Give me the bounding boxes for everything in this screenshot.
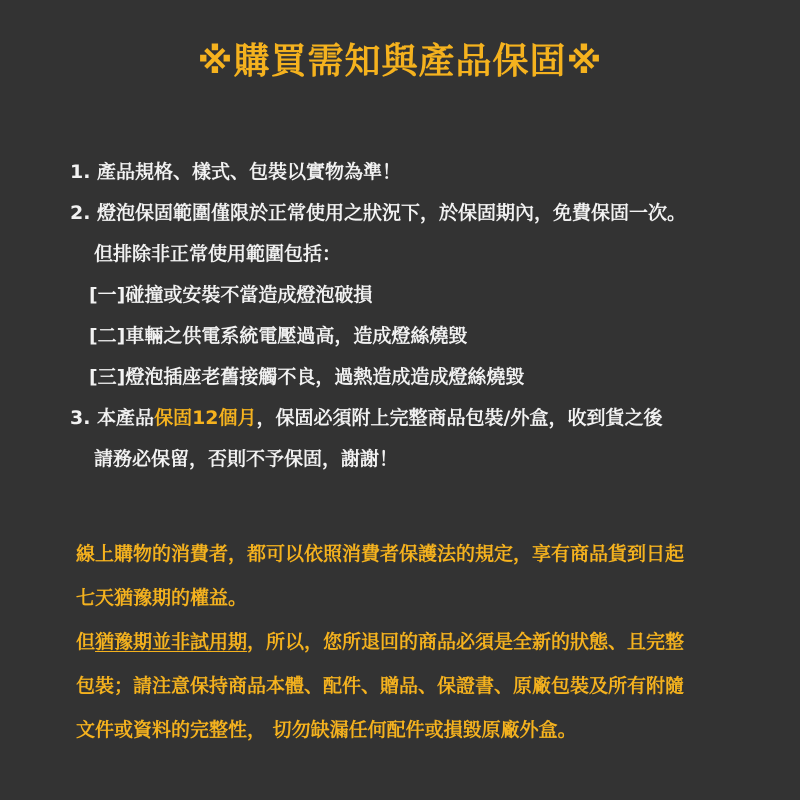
notice-line-1: 線上購物的消費者，都可以依照消費者保護法的規定，享有商品貨到日起 <box>76 543 685 565</box>
rule-item-2: 2. 燈泡保固範圍僅限於正常使用之狀況下，於保固期內，免費保固一次。 <box>70 202 687 224</box>
notice-line-3-suffix: ，所以，您所退回的商品必須是全新的狀態、且完整 <box>247 631 685 653</box>
rule-item-2-subheading: 但排除非正常使用範圍包括： <box>94 243 342 265</box>
notice-line-4: 包裝；請注意保持商品本體、配件、贈品、保證書、原廠包裝及所有附隨 <box>76 675 685 697</box>
warranty-period-highlight: 保固12個月 <box>154 407 257 429</box>
notice-line-3 <box>76 620 776 664</box>
notice-line-3-prefix: 但 <box>76 631 96 653</box>
rule-item-1: 1. 產品規格、樣式、包裝以實物為準！ <box>70 161 402 183</box>
warranty-rules <box>70 152 770 480</box>
notice-line-5: 文件或資料的完整性， 切勿缺漏任何配件或損毀原廠外盒。 <box>76 719 577 741</box>
rule-item-3-prefix: 3. 本產品 <box>70 407 155 429</box>
exclusion-item-2: [二]車輛之供電系統電壓過高，造成燈絲燒毀 <box>89 325 468 347</box>
exclusion-item-1: [一]碰撞或安裝不當造成燈泡破損 <box>89 284 373 306</box>
exclusion-item-3: [三]燈泡插座老舊接觸不良，過熱造成造成燈絲燒毀 <box>89 366 525 388</box>
notice-underlined-phrase: 猶豫期並非試用期 <box>95 631 248 653</box>
page-title: ※購買需知與產品保固※ <box>197 41 603 82</box>
rule-item-3 <box>70 398 770 439</box>
consumer-notice <box>76 532 776 752</box>
rule-item-3-continuation: 請務必保留，否則不予保固，謝謝！ <box>94 448 399 470</box>
notice-line-2: 七天猶豫期的權益。 <box>76 587 248 609</box>
rule-item-3-suffix: ，保固必須附上完整商品包裝/外盒，收到貨之後 <box>256 407 663 429</box>
